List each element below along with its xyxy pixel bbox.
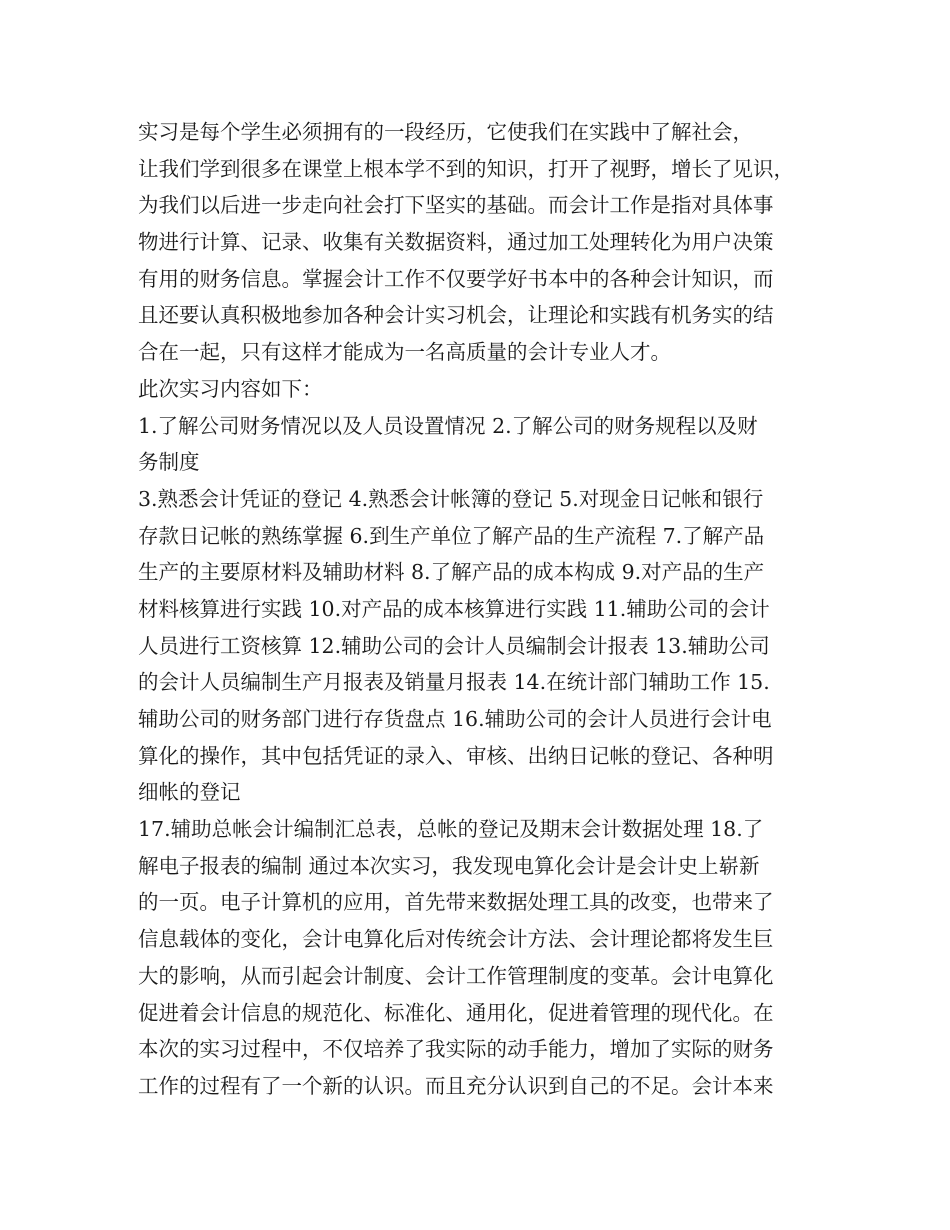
text-line: 物进行计算、记录、收集有关数据资料，通过加工处理转化为用户决策 [138,230,774,255]
text-line: 为我们以后进一步走向社会打下坚实的基础。而会计工作是指对具体事 [138,193,774,218]
text-line: 大的影响，从而引起会计制度、会计工作管理制度的变革。会计电算化 [138,963,774,988]
list-line: 算化的操作，其中包括凭证的录入、审核、出纳日记帐的登记、各种明 [138,743,774,768]
text-line: 工作的过程有了一个新的认识。而且充分认识到自己的不足。会计本来 [138,1073,774,1098]
text-line: 有用的财务信息。掌握会计工作不仅要学好书本中的各种会计知识，而 [138,266,774,291]
list-line: 的会计人员编制生产月报表及销量月报表 14.在统计部门辅助工作 15. [138,670,770,695]
list-line: 务制度 [138,450,200,475]
list-line: 存款日记帐的熟练掌握 6.到生产单位了解产品的生产流程 7.了解产品 [138,523,765,548]
text-line: 且还要认真积极地参加各种会计实习机会，让理论和实践有机务实的结 [138,303,774,328]
list-line: 辅助公司的财务部门进行存货盘点 16.辅助公司的会计人员进行会计电 [138,707,772,731]
text-line: 的一页。电子计算机的应用，首先带来数据处理工具的改变，也带来了 [138,890,774,915]
text-line: 信息载体的变化，会计电算化后对传统会计方法、会计理论都将发生巨 [138,927,774,952]
text-line: 让我们学到很多在课堂上根本学不到的知识，打开了视野，增长了见识， [138,156,794,181]
section-heading: 此次实习内容如下： [138,376,323,401]
list-line: 1.了解公司财务情况以及人员设置情况 2.了解公司的财务规程以及财 [138,413,758,438]
list-line: 细帐的登记 [138,780,241,805]
list-line: 生产的主要原材料及辅助材料 8.了解产品的成本构成 9.对产品的生产 [138,560,765,585]
list-line: 人员进行工资核算 12.辅助公司的会计人员编制会计报表 13.辅助公司 [138,633,770,658]
list-line: 17.辅助总帐会计编制汇总表，总帐的登记及期末会计数据处理 18.了 [138,817,764,842]
text-line: 实习是每个学生必须拥有的一段经历，它使我们在实践中了解社会， [138,120,753,144]
text-line: 合在一起，只有这样才能成为一名高质量的会计专业人才。 [138,340,671,365]
text-line: 本次的实习过程中，不仅培养了我实际的动手能力，增加了实际的财务 [138,1037,774,1062]
list-line: 3.熟悉会计凭证的登记 4.熟悉会计帐簿的登记 5.对现金日记帐和银行 [138,486,764,511]
text-line: 解电子报表的编制 通过本次实习，我发现电算化会计是会计史上崭新 [138,853,760,878]
document-body [138,114,828,1105]
list-line: 材料核算进行实践 10.对产品的成本核算进行实践 11.辅助公司的会计 [138,596,770,621]
text-line: 促进着会计信息的规范化、标准化、通用化，促进着管理的现代化。在 [138,1000,774,1025]
